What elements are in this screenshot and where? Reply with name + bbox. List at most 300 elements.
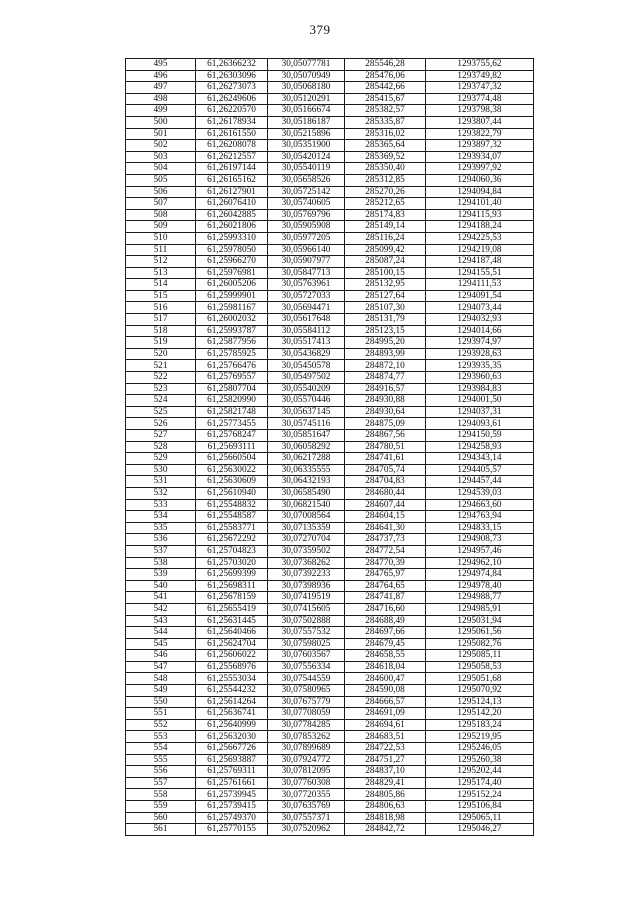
- cell-x-coordinate: 284737,73: [345, 534, 426, 546]
- cell-x-coordinate: 285212,65: [345, 198, 426, 210]
- cell-latitude: 61,26165162: [196, 174, 268, 186]
- cell-y-coordinate: 1294962,10: [426, 557, 534, 569]
- table-row: [126, 198, 534, 210]
- cell-longitude: 30,05584112: [268, 325, 345, 337]
- cell-y-coordinate: 1294258,93: [426, 441, 534, 453]
- cell-y-coordinate: 1295046,27: [426, 824, 534, 836]
- table-row: [126, 615, 534, 627]
- cell-longitude: 30,07603567: [268, 650, 345, 662]
- cell-y-coordinate: 1295082,76: [426, 638, 534, 650]
- cell-y-coordinate: 1295260,38: [426, 754, 534, 766]
- cell-longitude: 30,07368262: [268, 557, 345, 569]
- table-row: [126, 696, 534, 708]
- cell-point-number: 559: [126, 801, 196, 813]
- cell-y-coordinate: 1294663,60: [426, 499, 534, 511]
- cell-point-number: 528: [126, 441, 196, 453]
- cell-latitude: 61,26212557: [196, 151, 268, 163]
- table-row: [126, 603, 534, 615]
- cell-point-number: 520: [126, 348, 196, 360]
- table-row: [126, 534, 534, 546]
- cell-latitude: 61,25807704: [196, 383, 268, 395]
- cell-longitude: 30,07812095: [268, 766, 345, 778]
- cell-y-coordinate: 1295246,05: [426, 743, 534, 755]
- cell-y-coordinate: 1293774,48: [426, 93, 534, 105]
- cell-x-coordinate: 284607,44: [345, 499, 426, 511]
- cell-point-number: 541: [126, 592, 196, 604]
- table-row: [126, 151, 534, 163]
- cell-latitude: 61,25770155: [196, 824, 268, 836]
- cell-latitude: 61,25553034: [196, 673, 268, 685]
- cell-x-coordinate: 285442,66: [345, 82, 426, 94]
- table-row: [126, 719, 534, 731]
- cell-y-coordinate: 1294763,94: [426, 511, 534, 523]
- table-row: [126, 418, 534, 430]
- table-row: [126, 360, 534, 372]
- cell-x-coordinate: 284716,60: [345, 603, 426, 615]
- cell-point-number: 514: [126, 279, 196, 291]
- table-row: [126, 221, 534, 233]
- cell-x-coordinate: 285107,30: [345, 302, 426, 314]
- cell-longitude: 30,05763961: [268, 279, 345, 291]
- cell-x-coordinate: 284765,97: [345, 569, 426, 581]
- cell-point-number: 507: [126, 198, 196, 210]
- cell-point-number: 533: [126, 499, 196, 511]
- cell-point-number: 547: [126, 661, 196, 673]
- table-row: [126, 430, 534, 442]
- cell-point-number: 535: [126, 522, 196, 534]
- table-row: [126, 511, 534, 523]
- cell-latitude: 61,25739945: [196, 789, 268, 801]
- cell-y-coordinate: 1294343,14: [426, 453, 534, 465]
- cell-x-coordinate: 285099,42: [345, 244, 426, 256]
- cell-point-number: 554: [126, 743, 196, 755]
- cell-latitude: 61,25548587: [196, 511, 268, 523]
- cell-y-coordinate: 1295124,13: [426, 696, 534, 708]
- cell-latitude: 61,25624704: [196, 638, 268, 650]
- cell-longitude: 30,07520962: [268, 824, 345, 836]
- cell-longitude: 30,05637145: [268, 406, 345, 418]
- table-row: [126, 627, 534, 639]
- cell-y-coordinate: 1294111,53: [426, 279, 534, 291]
- cell-longitude: 30,07392233: [268, 569, 345, 581]
- cell-y-coordinate: 1294101,40: [426, 198, 534, 210]
- cell-longitude: 30,05351900: [268, 140, 345, 152]
- cell-x-coordinate: 284842,72: [345, 824, 426, 836]
- cell-y-coordinate: 1294091,54: [426, 290, 534, 302]
- cell-latitude: 61,26042885: [196, 209, 268, 221]
- cell-x-coordinate: 284930,64: [345, 406, 426, 418]
- cell-x-coordinate: 285365,64: [345, 140, 426, 152]
- cell-latitude: 61,25769311: [196, 766, 268, 778]
- cell-x-coordinate: 284875,09: [345, 418, 426, 430]
- cell-point-number: 505: [126, 174, 196, 186]
- cell-latitude: 61,25610940: [196, 487, 268, 499]
- cell-longitude: 30,07924772: [268, 754, 345, 766]
- cell-y-coordinate: 1295058,53: [426, 661, 534, 673]
- cell-longitude: 30,05166674: [268, 105, 345, 117]
- cell-longitude: 30,05725142: [268, 186, 345, 198]
- cell-longitude: 30,07760308: [268, 777, 345, 789]
- cell-latitude: 61,25632030: [196, 731, 268, 743]
- cell-x-coordinate: 284995,20: [345, 337, 426, 349]
- cell-x-coordinate: 285127,64: [345, 290, 426, 302]
- cell-latitude: 61,25993787: [196, 325, 268, 337]
- cell-point-number: 539: [126, 569, 196, 581]
- cell-latitude: 61,25769557: [196, 372, 268, 384]
- table-row: [126, 661, 534, 673]
- table-row: [126, 406, 534, 418]
- cell-longitude: 30,06585490: [268, 487, 345, 499]
- table-row: [126, 650, 534, 662]
- cell-longitude: 30,05907977: [268, 256, 345, 268]
- cell-latitude: 61,25999901: [196, 290, 268, 302]
- cell-longitude: 30,07635769: [268, 801, 345, 813]
- cell-point-number: 537: [126, 545, 196, 557]
- cell-latitude: 61,26005206: [196, 279, 268, 291]
- cell-y-coordinate: 1293755,62: [426, 59, 534, 71]
- cell-y-coordinate: 1294219,08: [426, 244, 534, 256]
- table-row: [126, 70, 534, 82]
- cell-latitude: 61,25703020: [196, 557, 268, 569]
- cell-y-coordinate: 1293934,07: [426, 151, 534, 163]
- cell-longitude: 30,07359502: [268, 545, 345, 557]
- cell-longitude: 30,05450578: [268, 360, 345, 372]
- cell-point-number: 557: [126, 777, 196, 789]
- cell-point-number: 546: [126, 650, 196, 662]
- cell-y-coordinate: 1294001,50: [426, 395, 534, 407]
- cell-x-coordinate: 284691,09: [345, 708, 426, 720]
- cell-y-coordinate: 1294093,61: [426, 418, 534, 430]
- cell-x-coordinate: 285131,79: [345, 314, 426, 326]
- cell-x-coordinate: 285270,26: [345, 186, 426, 198]
- cell-x-coordinate: 284683,51: [345, 731, 426, 743]
- cell-latitude: 61,25768247: [196, 430, 268, 442]
- cell-longitude: 30,05570446: [268, 395, 345, 407]
- cell-longitude: 30,07899689: [268, 743, 345, 755]
- cell-point-number: 531: [126, 476, 196, 488]
- cell-longitude: 30,07784285: [268, 719, 345, 731]
- cell-longitude: 30,05769796: [268, 209, 345, 221]
- coordinate-table: [125, 58, 534, 836]
- cell-latitude: 61,25544232: [196, 685, 268, 697]
- table-row: [126, 337, 534, 349]
- cell-x-coordinate: 284680,44: [345, 487, 426, 499]
- cell-point-number: 553: [126, 731, 196, 743]
- cell-longitude: 30,07557371: [268, 812, 345, 824]
- cell-longitude: 30,05186187: [268, 116, 345, 128]
- table-row: [126, 325, 534, 337]
- cell-longitude: 30,05420124: [268, 151, 345, 163]
- table-row: [126, 279, 534, 291]
- cell-latitude: 61,26303096: [196, 70, 268, 82]
- cell-longitude: 30,07008564: [268, 511, 345, 523]
- cell-x-coordinate: 284722,53: [345, 743, 426, 755]
- cell-y-coordinate: 1293749,82: [426, 70, 534, 82]
- table-row: [126, 290, 534, 302]
- cell-longitude: 30,05120291: [268, 93, 345, 105]
- table-row: [126, 824, 534, 836]
- cell-x-coordinate: 285382,57: [345, 105, 426, 117]
- cell-x-coordinate: 285546,28: [345, 59, 426, 71]
- cell-y-coordinate: 1294985,91: [426, 603, 534, 615]
- cell-y-coordinate: 1294978,40: [426, 580, 534, 592]
- cell-x-coordinate: 285100,15: [345, 267, 426, 279]
- cell-point-number: 525: [126, 406, 196, 418]
- cell-longitude: 30,07556334: [268, 661, 345, 673]
- cell-point-number: 523: [126, 383, 196, 395]
- cell-latitude: 61,25693887: [196, 754, 268, 766]
- cell-x-coordinate: 285316,02: [345, 128, 426, 140]
- cell-longitude: 30,05977205: [268, 232, 345, 244]
- cell-x-coordinate: 284751,27: [345, 754, 426, 766]
- cell-latitude: 61,25672292: [196, 534, 268, 546]
- cell-longitude: 30,07557532: [268, 627, 345, 639]
- cell-point-number: 538: [126, 557, 196, 569]
- cell-longitude: 30,07135359: [268, 522, 345, 534]
- table-row: [126, 789, 534, 801]
- cell-x-coordinate: 284818,98: [345, 812, 426, 824]
- cell-x-coordinate: 285415,67: [345, 93, 426, 105]
- cell-point-number: 499: [126, 105, 196, 117]
- cell-latitude: 61,25766476: [196, 360, 268, 372]
- cell-latitude: 61,25630609: [196, 476, 268, 488]
- cell-x-coordinate: 284893,99: [345, 348, 426, 360]
- cell-y-coordinate: 1295031,94: [426, 615, 534, 627]
- cell-latitude: 61,25636741: [196, 708, 268, 720]
- cell-longitude: 30,05070949: [268, 70, 345, 82]
- cell-point-number: 529: [126, 453, 196, 465]
- cell-point-number: 513: [126, 267, 196, 279]
- table-row: [126, 128, 534, 140]
- cell-x-coordinate: 285132,95: [345, 279, 426, 291]
- cell-longitude: 30,07708059: [268, 708, 345, 720]
- cell-point-number: 536: [126, 534, 196, 546]
- cell-latitude: 61,25976981: [196, 267, 268, 279]
- table-row: [126, 314, 534, 326]
- cell-latitude: 61,25655419: [196, 603, 268, 615]
- cell-point-number: 556: [126, 766, 196, 778]
- cell-y-coordinate: 1294188,24: [426, 221, 534, 233]
- cell-longitude: 30,05851647: [268, 430, 345, 442]
- cell-y-coordinate: 1294032,93: [426, 314, 534, 326]
- cell-point-number: 558: [126, 789, 196, 801]
- table-row: [126, 476, 534, 488]
- table-row: [126, 256, 534, 268]
- table-row: [126, 244, 534, 256]
- cell-y-coordinate: 1294115,93: [426, 209, 534, 221]
- cell-x-coordinate: 284600,47: [345, 673, 426, 685]
- cell-longitude: 30,05966140: [268, 244, 345, 256]
- cell-longitude: 30,05745116: [268, 418, 345, 430]
- cell-y-coordinate: 1293747,32: [426, 82, 534, 94]
- cell-y-coordinate: 1295085,11: [426, 650, 534, 662]
- cell-longitude: 30,05517413: [268, 337, 345, 349]
- cell-longitude: 30,07853262: [268, 731, 345, 743]
- cell-y-coordinate: 1294974,84: [426, 569, 534, 581]
- cell-x-coordinate: 284688,49: [345, 615, 426, 627]
- table-row: [126, 580, 534, 592]
- cell-x-coordinate: 284590,08: [345, 685, 426, 697]
- cell-latitude: 61,25739415: [196, 801, 268, 813]
- cell-point-number: 512: [126, 256, 196, 268]
- cell-x-coordinate: 284916,57: [345, 383, 426, 395]
- cell-longitude: 30,07415605: [268, 603, 345, 615]
- cell-y-coordinate: 1294094,84: [426, 186, 534, 198]
- cell-latitude: 61,25820990: [196, 395, 268, 407]
- table-row: [126, 801, 534, 813]
- cell-longitude: 30,05740605: [268, 198, 345, 210]
- cell-y-coordinate: 1294187,48: [426, 256, 534, 268]
- cell-x-coordinate: 284658,55: [345, 650, 426, 662]
- cell-y-coordinate: 1295061,56: [426, 627, 534, 639]
- cell-point-number: 500: [126, 116, 196, 128]
- table-row: [126, 557, 534, 569]
- cell-y-coordinate: 1295219,95: [426, 731, 534, 743]
- cell-latitude: 61,26021806: [196, 221, 268, 233]
- table-row: [126, 93, 534, 105]
- cell-longitude: 30,07720355: [268, 789, 345, 801]
- cell-point-number: 506: [126, 186, 196, 198]
- cell-point-number: 540: [126, 580, 196, 592]
- cell-latitude: 61,25640466: [196, 627, 268, 639]
- cell-y-coordinate: 1294150,59: [426, 430, 534, 442]
- cell-x-coordinate: 285087,24: [345, 256, 426, 268]
- cell-y-coordinate: 1293984,83: [426, 383, 534, 395]
- cell-y-coordinate: 1293822,79: [426, 128, 534, 140]
- cell-longitude: 30,07419519: [268, 592, 345, 604]
- cell-x-coordinate: 284930,88: [345, 395, 426, 407]
- cell-latitude: 61,26366232: [196, 59, 268, 71]
- cell-x-coordinate: 284641,30: [345, 522, 426, 534]
- cell-longitude: 30,05847713: [268, 267, 345, 279]
- cell-point-number: 516: [126, 302, 196, 314]
- cell-latitude: 61,25698311: [196, 580, 268, 592]
- cell-x-coordinate: 284780,51: [345, 441, 426, 453]
- cell-y-coordinate: 1294060,36: [426, 174, 534, 186]
- table-row: [126, 522, 534, 534]
- cell-point-number: 510: [126, 232, 196, 244]
- table-row: [126, 348, 534, 360]
- table-row: [126, 186, 534, 198]
- cell-latitude: 61,25630022: [196, 464, 268, 476]
- cell-latitude: 61,25667726: [196, 743, 268, 755]
- page-number: 379: [309, 22, 331, 37]
- table-row: [126, 82, 534, 94]
- table-row: [126, 708, 534, 720]
- cell-x-coordinate: 284604,15: [345, 511, 426, 523]
- cell-point-number: 552: [126, 719, 196, 731]
- cell-y-coordinate: 1294225,53: [426, 232, 534, 244]
- cell-x-coordinate: 284618,04: [345, 661, 426, 673]
- cell-longitude: 30,07502888: [268, 615, 345, 627]
- table-row: [126, 569, 534, 581]
- cell-x-coordinate: 284874,77: [345, 372, 426, 384]
- cell-point-number: 522: [126, 372, 196, 384]
- cell-point-number: 532: [126, 487, 196, 499]
- cell-longitude: 30,05727033: [268, 290, 345, 302]
- cell-point-number: 501: [126, 128, 196, 140]
- table-row: [126, 59, 534, 71]
- cell-latitude: 61,26178934: [196, 116, 268, 128]
- cell-point-number: 519: [126, 337, 196, 349]
- cell-point-number: 517: [126, 314, 196, 326]
- table-row: [126, 302, 534, 314]
- cell-y-coordinate: 1295142,20: [426, 708, 534, 720]
- cell-y-coordinate: 1295174,40: [426, 777, 534, 789]
- cell-y-coordinate: 1294957,46: [426, 545, 534, 557]
- cell-longitude: 30,06058292: [268, 441, 345, 453]
- table-row: [126, 232, 534, 244]
- cell-x-coordinate: 284806,63: [345, 801, 426, 813]
- table-row: [126, 383, 534, 395]
- cell-x-coordinate: 285116,24: [345, 232, 426, 244]
- cell-longitude: 30,05617648: [268, 314, 345, 326]
- cell-point-number: 498: [126, 93, 196, 105]
- cell-x-coordinate: 284679,45: [345, 638, 426, 650]
- table-row: [126, 105, 534, 117]
- cell-point-number: 509: [126, 221, 196, 233]
- cell-x-coordinate: 285350,40: [345, 163, 426, 175]
- table-row: [126, 638, 534, 650]
- cell-x-coordinate: 284741,87: [345, 592, 426, 604]
- table-row: [126, 545, 534, 557]
- cell-longitude: 30,07270704: [268, 534, 345, 546]
- cell-point-number: 526: [126, 418, 196, 430]
- cell-point-number: 518: [126, 325, 196, 337]
- table-row: [126, 372, 534, 384]
- cell-longitude: 30,07544559: [268, 673, 345, 685]
- cell-point-number: 495: [126, 59, 196, 71]
- cell-longitude: 30,07398936: [268, 580, 345, 592]
- coordinate-table-body: [126, 59, 534, 836]
- cell-latitude: 61,26197144: [196, 163, 268, 175]
- cell-longitude: 30,07580965: [268, 685, 345, 697]
- cell-latitude: 61,26002032: [196, 314, 268, 326]
- cell-latitude: 61,25749370: [196, 812, 268, 824]
- cell-y-coordinate: 1294014,66: [426, 325, 534, 337]
- cell-y-coordinate: 1293928,63: [426, 348, 534, 360]
- cell-y-coordinate: 1293807,44: [426, 116, 534, 128]
- cell-longitude: 30,05694471: [268, 302, 345, 314]
- cell-latitude: 61,25704823: [196, 545, 268, 557]
- cell-x-coordinate: 285369,52: [345, 151, 426, 163]
- cell-latitude: 61,25583771: [196, 522, 268, 534]
- cell-y-coordinate: 1294155,51: [426, 267, 534, 279]
- cell-y-coordinate: 1294405,57: [426, 464, 534, 476]
- cell-y-coordinate: 1293960,63: [426, 372, 534, 384]
- cell-point-number: 524: [126, 395, 196, 407]
- cell-latitude: 61,25821748: [196, 406, 268, 418]
- cell-latitude: 61,25978050: [196, 244, 268, 256]
- cell-x-coordinate: 285174,83: [345, 209, 426, 221]
- table-row: [126, 116, 534, 128]
- cell-longitude: 30,07675779: [268, 696, 345, 708]
- cell-point-number: 561: [126, 824, 196, 836]
- table-row: [126, 267, 534, 279]
- table-row: [126, 777, 534, 789]
- cell-longitude: 30,06217288: [268, 453, 345, 465]
- table-row: [126, 754, 534, 766]
- cell-x-coordinate: 284764,65: [345, 580, 426, 592]
- cell-latitude: 61,25761661: [196, 777, 268, 789]
- cell-y-coordinate: 1295106,84: [426, 801, 534, 813]
- cell-latitude: 61,25631445: [196, 615, 268, 627]
- cell-latitude: 61,25773455: [196, 418, 268, 430]
- cell-x-coordinate: 285123,15: [345, 325, 426, 337]
- cell-x-coordinate: 285312,85: [345, 174, 426, 186]
- cell-latitude: 61,26208078: [196, 140, 268, 152]
- cell-point-number: 551: [126, 708, 196, 720]
